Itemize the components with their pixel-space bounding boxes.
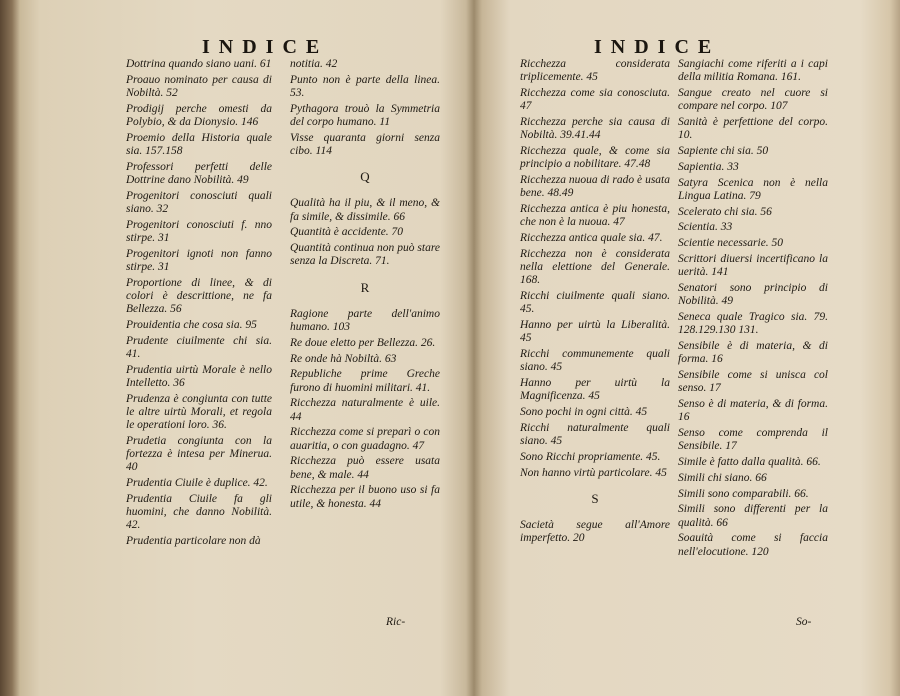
index-entry: Proportione di linee, & di colori è descrittione, ne fa Bellezza. 56 [126, 276, 272, 316]
index-entry: Ricchezza non è considerata nella elettione del Generale. 168. [520, 247, 670, 287]
index-entry: Ricchezza considerata triplicemente. 45 [520, 58, 670, 84]
index-entry: Senso come comprenda il Sensibile. 17 [678, 426, 828, 453]
index-entry: Pythagora trouò la Symmetria del corpo humano. 11 [290, 102, 440, 128]
index-entry: Prudentia Ciuile è duplice. 42. [126, 477, 268, 490]
index-entry: Ricchezza perche sia causa di Nobiltà. 39.41.44 [520, 116, 670, 142]
index-entry: Prudentia Ciuile fa gli huomini, che danno Nobilità. 42. [126, 493, 272, 532]
index-entry: Simili chi siano. 66 [678, 471, 767, 484]
index-entry: Sensibile come si unisca col senso. 17 [678, 368, 828, 395]
index-entry: Scelerato chi sia. 56 [678, 205, 772, 218]
index-entry: Ricchi communemente quali siano. 45 [520, 348, 670, 374]
index-entry: Sono Ricchi propriamente. 45. [520, 450, 661, 463]
index-entry: Re onde hà Nobiltà. 63 [290, 352, 397, 365]
index-entry: Seneca quale Tragico sia. 79. 128.129.130 131. [678, 310, 828, 337]
right-page [512, 0, 832, 696]
index-entry: Ricchi naturalmente quali siano. 45 [520, 421, 670, 447]
index-entry: Punto non è parte della linea. 53. [290, 73, 440, 99]
index-entry: Hanno per uirtù la Liberalità. 45 [520, 319, 670, 345]
index-entry: Ricchezza antica quale sia. 47. [520, 232, 663, 244]
index-entry: Prudentia uirtù Morale è nello Intelletto. 36 [126, 363, 272, 389]
index-entry: Prudetia congiunta con la fortezza è intesa per Minerua. 40 [126, 435, 272, 474]
index-entry: Sangue creato nel cuore si compare nel corpo. 107 [678, 87, 828, 113]
index-entry: Prodigij perche omesti da Polybio, & da Dionysio. 146 [126, 102, 272, 128]
index-entry: Hanno per uirtù la Magnificenza. 45 [520, 377, 670, 403]
index-entry: Sensibile è di materia, & di forma. 16 [678, 339, 828, 366]
index-entry: Ricchezza nuoua di rado è usata bene. 48.49 [520, 174, 670, 200]
index-entry: Republiche prime Greche furono di huomini militari. 41. [290, 368, 440, 394]
index-entry: Simili sono differenti per la qualità. 66 [678, 503, 828, 529]
index-entry: Ragione parte dell'animo humano. 103 [290, 307, 440, 334]
catchword: Ric- [386, 616, 406, 628]
index-entry: Scientia. 33 [678, 221, 733, 234]
index-column-left-1 [126, 58, 272, 551]
index-entry: Ricchezza come si preparì o con auaritia, o con guadagno. 47 [290, 426, 440, 452]
index-entry: Simile è fatto dalla qualità. 66. [678, 455, 821, 468]
index-entry: Prudente ciuilmente chi sia. 41. [126, 334, 272, 360]
index-entry: Prudenza è congiunta con tutte le altre uirtù Morali, et regola le operationi loro. 36. [126, 392, 272, 432]
index-entry: Sapiente chi sia. 50 [678, 145, 769, 157]
section-letter-s: S [591, 490, 599, 506]
index-entry: Simili sono comparabili. 66. [678, 487, 809, 500]
index-entry: Professori perfetti delle Dottrine dano Nobilità. 49 [126, 160, 272, 186]
index-entry: Sanità è perfettione del corpo. 10. [678, 116, 828, 142]
index-entry: Ricchezza come sia conosciuta. 47 [520, 87, 670, 113]
index-entry: Quantità è accidente. 70 [290, 226, 404, 239]
index-entry: Soauità come si faccia nell'elocutione. 120 [678, 532, 828, 558]
index-entry: Proauo nominato per causa di Nobiltà. 52 [126, 73, 272, 99]
index-entry: Ricchezza quale, & come sia principio a nobilitare. 47.48 [520, 145, 670, 171]
index-entry: Satyra Scenica non è nella Lingua Latina. 79 [678, 176, 828, 202]
index-entry: Quantità continua non può stare senza la Discreta. 71. [290, 242, 440, 268]
index-entry: Re doue eletto per Bellezza. 26. [290, 336, 436, 349]
page-title: INDICE [202, 36, 329, 58]
page-title: INDICE [594, 36, 721, 58]
index-entry: Senatori sono principio di Nobilità. 49 [678, 281, 828, 308]
index-column-left-2 [290, 58, 440, 513]
index-column-right-2 [678, 58, 828, 561]
index-entry: Proemio della Historia quale sia. 157.158 [126, 131, 272, 157]
index-entry: Sapientia. 33 [678, 160, 739, 173]
index-entry: Scrittori diuersi incertificano la uerità. 141 [678, 252, 828, 279]
index-entry: Progenitori ignoti non fanno stirpe. 31 [126, 247, 272, 273]
index-entry: Prudentia particolare non dà [126, 535, 261, 548]
index-entry: notitia. 42 [290, 58, 338, 70]
index-entry: Qualità ha il piu, & il meno, & fa simile, & dissimile. 66 [290, 197, 440, 223]
index-entry: Progenitori conosciuti quali siano. 32 [126, 189, 272, 215]
index-column-right-1 [520, 58, 670, 548]
section-letter-q: Q [360, 169, 370, 185]
index-entry: Ricchezza antica è piu honesta, che non è la nuoua. 47 [520, 203, 670, 229]
index-entry: Sangiachi come riferiti a i capi della militia Romana. 161. [678, 58, 828, 84]
index-entry: Ricchezza naturalmente è uile. 44 [290, 397, 440, 423]
index-entry: Ricchezza può essere usata bene, & male. 44 [290, 455, 440, 481]
index-entry: Sono pochi in ogni città. 45 [520, 406, 648, 418]
index-entry: Prouidentia che cosa sia. 95 [126, 319, 257, 331]
catchword: So- [796, 616, 812, 628]
index-entry: Scientie necessarie. 50 [678, 237, 784, 250]
section-letter-r: R [360, 279, 370, 295]
index-entry: Dottrina quando siano uani. 61 [126, 58, 272, 70]
index-entry: Ricchi ciuilmente quali siano. 45. [520, 290, 670, 316]
index-entry: Non hanno virtù particolare. 45 [520, 466, 667, 479]
index-entry: Ricchezza per il buono uso si fa utile, & honesta. 44 [290, 484, 440, 510]
index-entry: Senso è di materia, & di forma. 16 [678, 397, 828, 424]
index-entry: Sacietà segue all'Amore imperfetto. 20 [520, 519, 670, 545]
index-entry: Progenitori conosciuti f. nno stirpe. 31 [126, 218, 272, 244]
left-page [110, 0, 440, 696]
index-entry: Visse quaranta giorni senza cibo. 114 [290, 131, 440, 157]
